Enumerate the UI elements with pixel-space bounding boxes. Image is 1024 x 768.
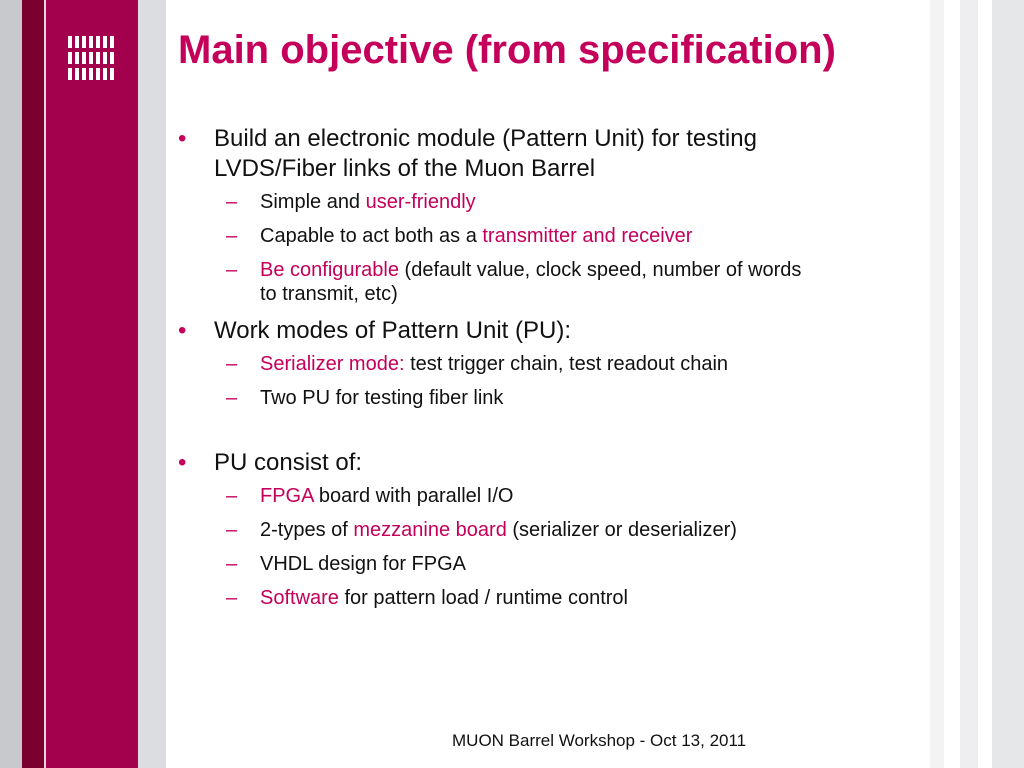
- dash-marker: –: [226, 225, 238, 247]
- highlight-text: Software: [260, 587, 339, 609]
- sub-item: [178, 224, 968, 248]
- highlight-text: user-friendly: [365, 191, 476, 213]
- right-stripe: [992, 0, 1024, 768]
- left-light-bar: [138, 0, 166, 768]
- bullet-text: Build an electronic module (Pattern Unit) for testing: [214, 125, 757, 152]
- slide-title: Main objective (from specification): [178, 28, 836, 72]
- sub-text: Two PU for testing fiber link: [260, 387, 504, 409]
- bullet-text: LVDS/Fiber links of the Muon Barrel: [214, 155, 596, 182]
- bullet-text: Work modes of Pattern Unit (PU):: [214, 317, 571, 344]
- sub-text: (default value, clock speed, number of words: [398, 259, 802, 281]
- sub-item: [178, 386, 968, 410]
- highlight-text: FPGA: [260, 485, 314, 507]
- dash-marker: –: [226, 353, 238, 375]
- bullet-marker: •: [178, 125, 187, 152]
- highlight-text: mezzanine board: [353, 519, 507, 541]
- bullet-marker: •: [178, 449, 187, 476]
- bullet-text: PU consist of:: [214, 449, 363, 476]
- highlight-text: Serializer mode:: [260, 353, 405, 375]
- sub-item: [178, 258, 968, 306]
- dash-marker: –: [226, 519, 238, 541]
- sub-text: Simple and: [260, 191, 366, 213]
- highlight-text: Be configurable: [260, 259, 399, 281]
- sub-item: [178, 552, 968, 576]
- bullet-item: [178, 448, 968, 478]
- bullet-list: [178, 124, 968, 610]
- dash-marker: –: [226, 587, 238, 609]
- bullet-item: [178, 124, 968, 184]
- sub-text: 2-types of: [260, 519, 354, 541]
- sub-text: for pattern load / runtime control: [338, 587, 628, 609]
- left-main-bar: [46, 0, 138, 768]
- sub-item: [178, 484, 968, 508]
- footer-text: MUON Barrel Workshop - Oct 13, 2011: [452, 731, 747, 750]
- sub-text: board with parallel I/O: [313, 485, 514, 507]
- bullet-marker: •: [178, 317, 187, 344]
- dash-marker: –: [226, 485, 238, 507]
- dash-marker: –: [226, 553, 238, 575]
- striped-logo-icon: [66, 34, 120, 84]
- left-gray-bar: [0, 0, 22, 768]
- dash-marker: –: [226, 259, 238, 281]
- sub-item: [178, 586, 968, 610]
- sub-text: test trigger chain, test readout chain: [404, 353, 729, 375]
- highlight-text: transmitter and receiver: [482, 225, 693, 247]
- sub-text: VHDL design for FPGA: [260, 553, 467, 575]
- sub-text: Capable to act both as a: [260, 225, 483, 247]
- sub-item: [178, 518, 968, 542]
- sub-item: [178, 352, 968, 376]
- sub-text: to transmit, etc): [260, 283, 398, 305]
- sub-item: [178, 190, 968, 214]
- dash-marker: –: [226, 387, 238, 409]
- bullet-item: [178, 316, 968, 346]
- dash-marker: –: [226, 191, 238, 213]
- sub-text: (serializer or deserializer): [506, 519, 737, 541]
